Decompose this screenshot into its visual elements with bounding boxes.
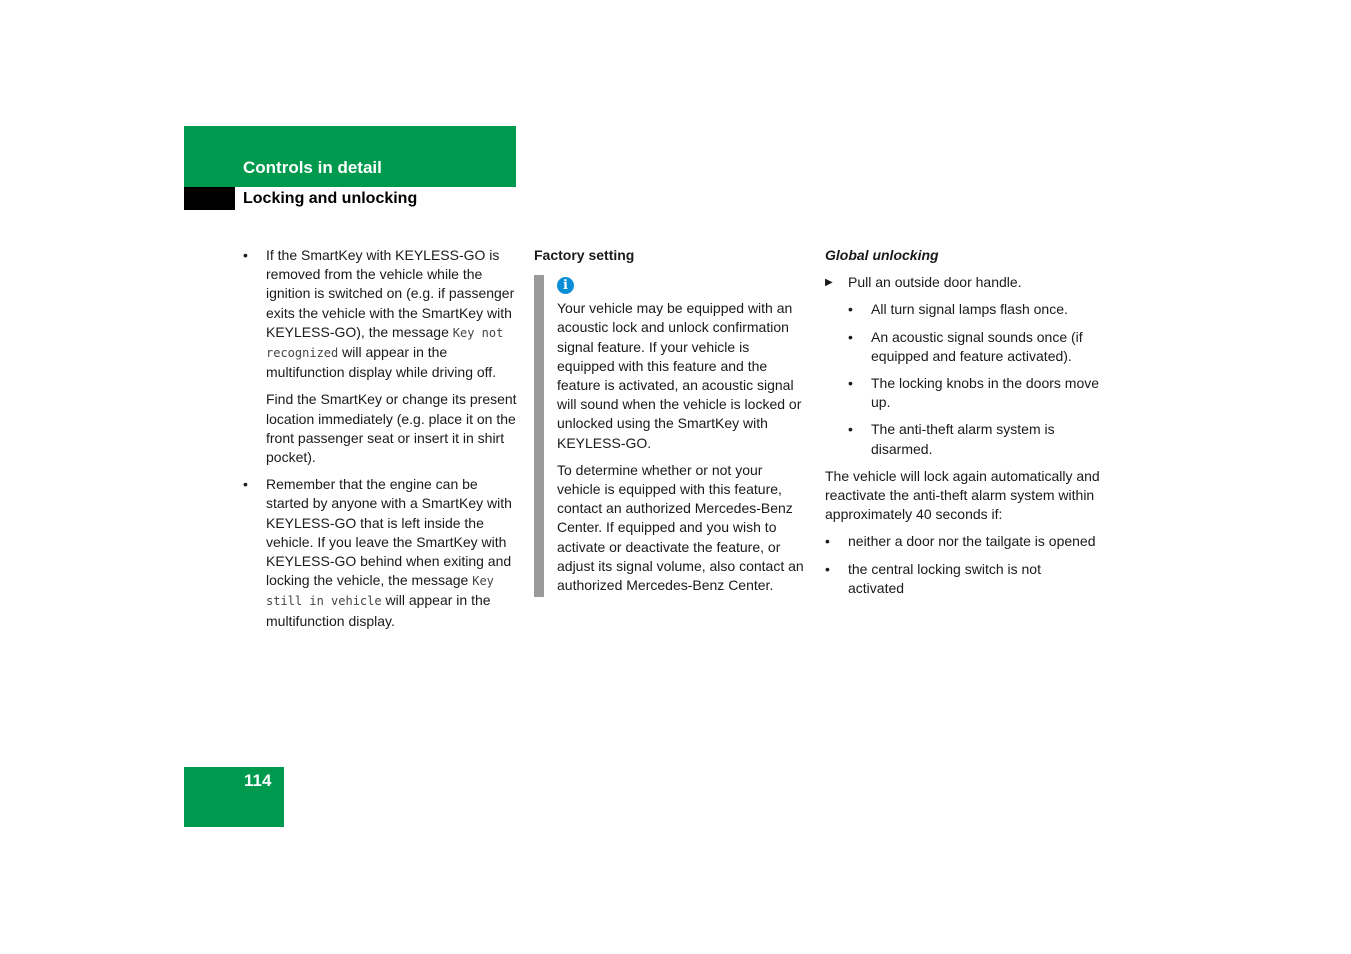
section-title: Controls in detail bbox=[243, 158, 382, 177]
page-number: 114 bbox=[244, 771, 272, 790]
column-left bbox=[243, 246, 518, 639]
info-note bbox=[534, 275, 809, 595]
info-icon: i bbox=[557, 277, 574, 294]
relock-paragraph: The vehicle will lock again automatically and reactivate the anti-theft alarm system within approximately 40 seconds if: bbox=[825, 467, 1100, 523]
display-message: Key not recognized bbox=[266, 325, 504, 361]
factory-setting-title: Factory setting bbox=[534, 247, 635, 263]
result-item: • All turn signal lamps flash once. bbox=[825, 300, 1100, 319]
result-item: • An acoustic signal sounds once (if equipped and feature activated). bbox=[825, 328, 1100, 366]
bullet-item: • If the SmartKey with KEYLESS-GO is removed from the vehicle while the ignition is switched on (e.g. if passenger exits the vehicle with the SmartKey with KEYLESS-GO), the message Key not recognized will appear in the multifunction display while driving off. bbox=[243, 246, 518, 382]
note-paragraph: To determine whether or not your vehicle is equipped with this feature, contact an authorized Mercedes-Benz Center. If equipped and you wish to activate or deactivate the feature, or adjust its signal volume, also contact an authorized Mercedes-Benz Center. bbox=[557, 461, 804, 594]
column-middle bbox=[534, 246, 809, 603]
section-subtitle: Locking and unlocking bbox=[243, 190, 418, 207]
result-item: • The locking knobs in the doors move up. bbox=[825, 374, 1100, 412]
condition-item: • the central locking switch is not activated bbox=[825, 560, 1100, 598]
display-message: Key still in vehicle bbox=[266, 574, 494, 609]
bullet-followup: Find the SmartKey or change its present location immediately (e.g. place it on the front passenger seat or insert it in shirt pocket). bbox=[266, 391, 517, 466]
column-right bbox=[825, 246, 1100, 606]
step-item: ▶ Pull an outside door handle. bbox=[825, 273, 1100, 292]
note-paragraph: Your vehicle may be equipped with an acoustic lock and unlock confirmation signal feature. If your vehicle is equipped with this feature and the feature is activated, an acoustic signal will sound when the vehicle is locked or unlocked using the SmartKey with KEYLESS-GO. bbox=[557, 300, 802, 451]
header-marker bbox=[184, 187, 235, 210]
condition-item: • neither a door nor the tailgate is opened bbox=[825, 532, 1100, 551]
result-item: • The anti-theft alarm system is disarmed. bbox=[825, 420, 1100, 458]
note-bar bbox=[534, 275, 544, 597]
bullet-item: • Remember that the engine can be started by anyone with a SmartKey with KEYLESS-GO that is left inside the vehicle. If you leave the SmartKey with KEYLESS-GO behind when exiting and locking the vehicle, the message Key still in vehicle will appear in the multifunction display. bbox=[243, 475, 518, 631]
global-unlocking-title: Global unlocking bbox=[825, 247, 939, 263]
